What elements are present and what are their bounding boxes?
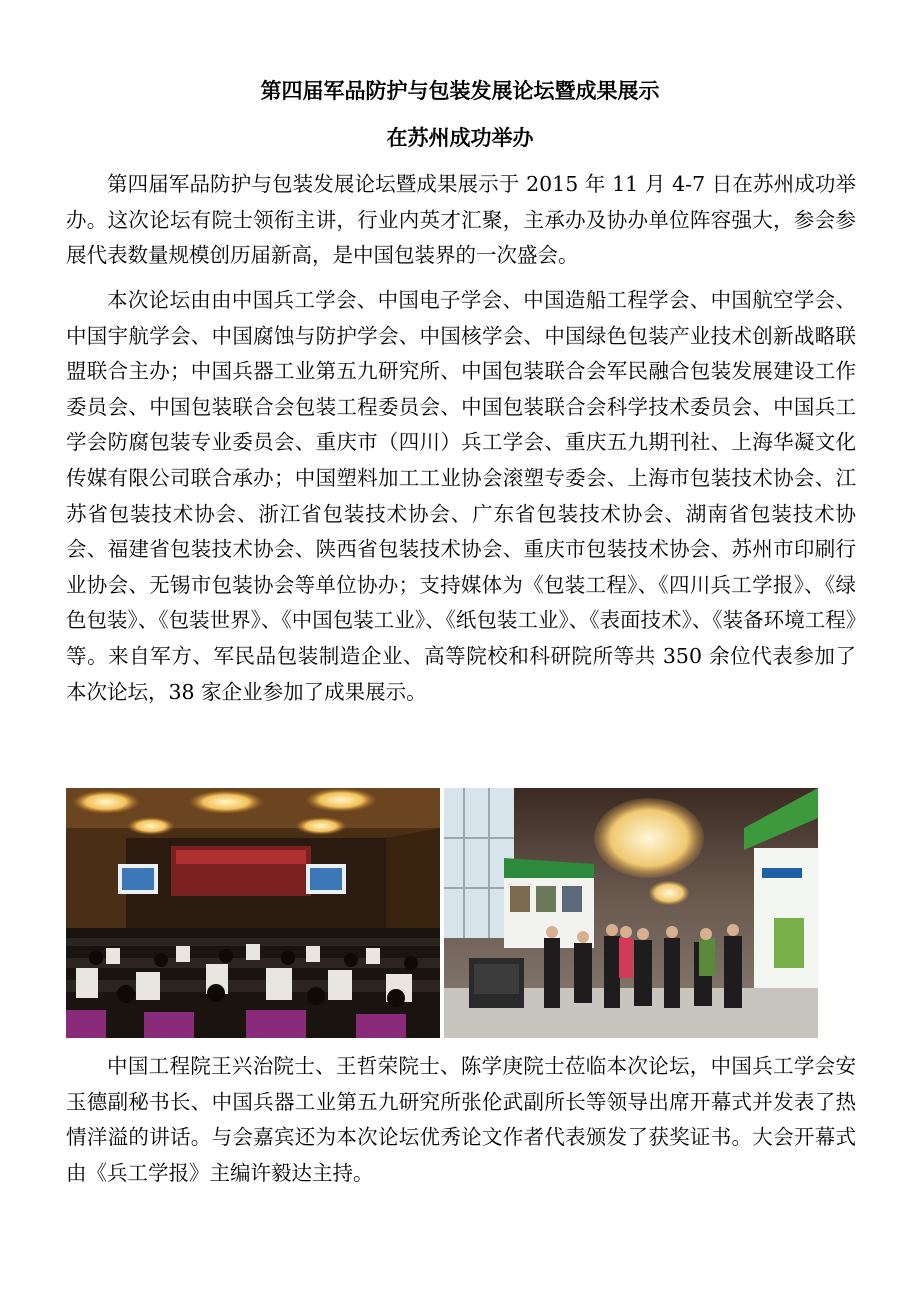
exhibition-hall-photo (444, 788, 818, 1038)
document-title-line1: 第四届军品防护与包装发展论坛暨成果展示 (260, 79, 660, 103)
photo-strip (66, 788, 818, 1038)
paragraph-attendees: 中国工程院王兴治院士、王哲荣院士、陈学庚院士莅临本次论坛，中国兵工学会安玉德副秘书长、中国兵器工业第五九研究所张伦武副所长等领导出席开幕式并发表了热情洋溢的讲话。与会嘉宾还为本次论坛优秀论文作者代表颁发了获奖证书。大会开幕式由《兵工学报》主编许毅达主持。 (66, 1054, 856, 1185)
conference-hall-photo (66, 788, 440, 1038)
paragraph-organizers: 本次论坛由由中国兵工学会、中国电子学会、中国造船工程学会、中国航空学会、中国宇航学会、中国腐蚀与防护学会、中国核学会、中国绿色包装产业技术创新战略联盟联合主办；中国兵器工业第五九研究所、中国包装联合会军民融合包装发展建设工作委员会、中国包装联合会包装工程委员会、中国包装联合会科学技术委员会、中国兵工学会防腐包装专业委员会、重庆市（四川）兵工学会、重庆五九期刊社、上海华凝文化传媒有限公司联合承办；中国塑料加工工业协会滚塑专委会、上海市包装技术协会、江苏省包装技术协会、浙江省包装技术协会、广东省包装技术协会、湖南省包装技术协会、福建省包装技术协会、陕西省包装技术协会、重庆市包装技术协会、苏州市印刷行业协会、无锡市包装协会等单位协办；支持媒体为《包装工程》、《四川兵工学报》、《绿色包装》、《包装世界》、《中国包装工业》、《纸包装工业》、《表面技术》、《装备环境工程》等。来自军方、军民品包装制造企业、高等院校和科研院所等共 350 余位代表参加了本次论坛，38 家企业参加了成果展示。 (66, 288, 856, 704)
document-title-line2: 在苏州成功举办 (386, 126, 534, 150)
paragraph-intro: 第四届军品防护与包装发展论坛暨成果展示于 2015 年 11 月 4-7 日在苏州成功举办。这次论坛有院士领衔主讲，行业内英才汇聚，主承办及协办单位阵容强大，参会参展代表数量规模创历届新高，是中国包装界的一次盛会。 (66, 172, 856, 268)
